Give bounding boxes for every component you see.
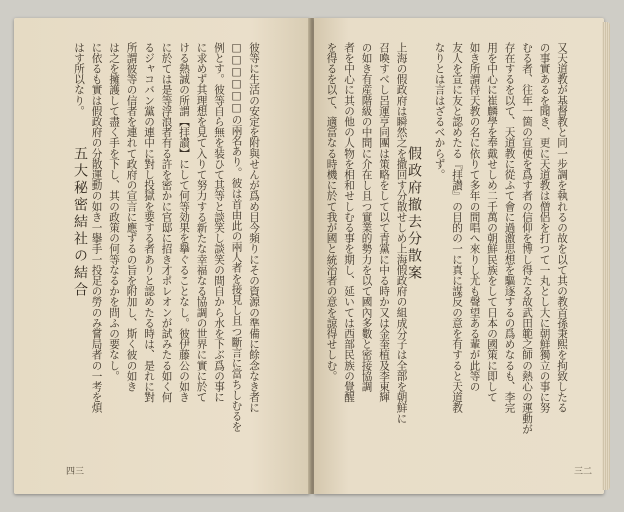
text-line: 又天道教が基督教と同一步調を執れるの故を以て其の教首孫秉熙を拘致したる xyxy=(556,42,568,413)
left-page xyxy=(14,18,310,494)
text-line: 存在するを以て、天道教に從ふて會に過激思想を驅逐するの爲めなるも、李完 xyxy=(503,42,516,413)
text-line: に於ては是等浮浪者有る許を密かに官邸に招き才ポレオンが試みたる如く何 xyxy=(160,42,173,403)
left-body-text xyxy=(70,42,263,462)
text-line: 用を中心に崔麟學を奉戴せしめ二千萬の朝鮮民族をして日本の國策に即して xyxy=(486,42,498,403)
text-line: はす所以なり。 xyxy=(73,42,85,117)
right-body-text-2 xyxy=(322,42,410,472)
text-line: に依るも實は假政府の分散運動の如き一擧手一投足の勞のみ嘗局者の一考を煩 xyxy=(90,42,103,413)
text-line: 友人を宣に友と認めたる『拝讃』の目的の一に真に謀反の意を有すると天道教 xyxy=(451,42,463,413)
right-page xyxy=(314,18,604,494)
text-line: 召喚すべし呂運亨同團は策略をして以て青黨に中る時か又は金奎植及李東輝 xyxy=(378,42,390,403)
text-line: に求めず其理想を見て入りて努力する新たな幸福なる協調の世界に實に於て xyxy=(195,42,208,403)
page-number: 三二 xyxy=(573,467,592,477)
text-line: を得るを以て、適當なる時機に於て我が國と統治者の意を諒得せしむ。 xyxy=(325,42,338,382)
text-line: なりとは言はざるべからず。 xyxy=(433,42,446,180)
text-line: むる者、往年一箇の宣使を爲す者の信仰を博し得たる故武田範之師の熱心の運動が xyxy=(521,42,533,435)
text-line: □□□□□□の兩名あり。彼は首由此の兩人者を接見し且つ斷言に當ちしむるを xyxy=(230,42,243,432)
text-line: 者を中心に其の他の人物を相和せしむる事を期し、延いては西部民族の覺醒 xyxy=(343,42,355,403)
text-line: ける熱誠の所謂【拝讃】にして何等効果を擧ぐることなし。彼伊藤公の如き xyxy=(178,42,190,403)
text-line: の如き有産階級の中間に介在し且つ實業的勢力を以て國內多數と密接協調 xyxy=(360,42,373,392)
page-edges xyxy=(602,22,610,490)
section-heading: 五大秘密結社の結合 xyxy=(72,146,88,299)
section-heading: 假政府撤去分散案 xyxy=(406,146,422,282)
text-line: の事實あるを聞き、更に天道教は僧侶を打つて一丸とし大に朝鮮獨立の事に努 xyxy=(538,42,551,413)
open-book xyxy=(14,18,610,494)
text-line: 例とす。彼等自ら無を装ひて其等と談笑し談笑の間自から水を下ぶ爲の事に xyxy=(213,42,225,403)
right-body-text xyxy=(430,42,570,472)
text-line: 所謂彼等の信者を連れて政府の宣言に應ずるの旨を附加し、斯く彼の如き xyxy=(125,42,138,392)
text-line: 如き所謂侍天教の名に依りて多年の間唱へ來りし尤も聲望ある輩が此等の xyxy=(468,42,481,392)
text-line: 彼等に生活の安定を附與せんが爲め目今頻りにその資源の準備に餘念なき者に xyxy=(248,42,260,413)
text-line: は之を擁護して盡く手を下し、其の政策の何等なるかを問ふの要なし。 xyxy=(108,42,120,382)
text-line: 上海の假政府は瞬然之を撤回す分散せしめ上海假政府の組成分子は全部を朝鮮に xyxy=(395,42,408,424)
page-number: 四三 xyxy=(66,467,85,477)
text-line: るジャコバン黨の連中に對し投獄を要する者ありと認めたる時は、是れに對 xyxy=(143,42,155,403)
